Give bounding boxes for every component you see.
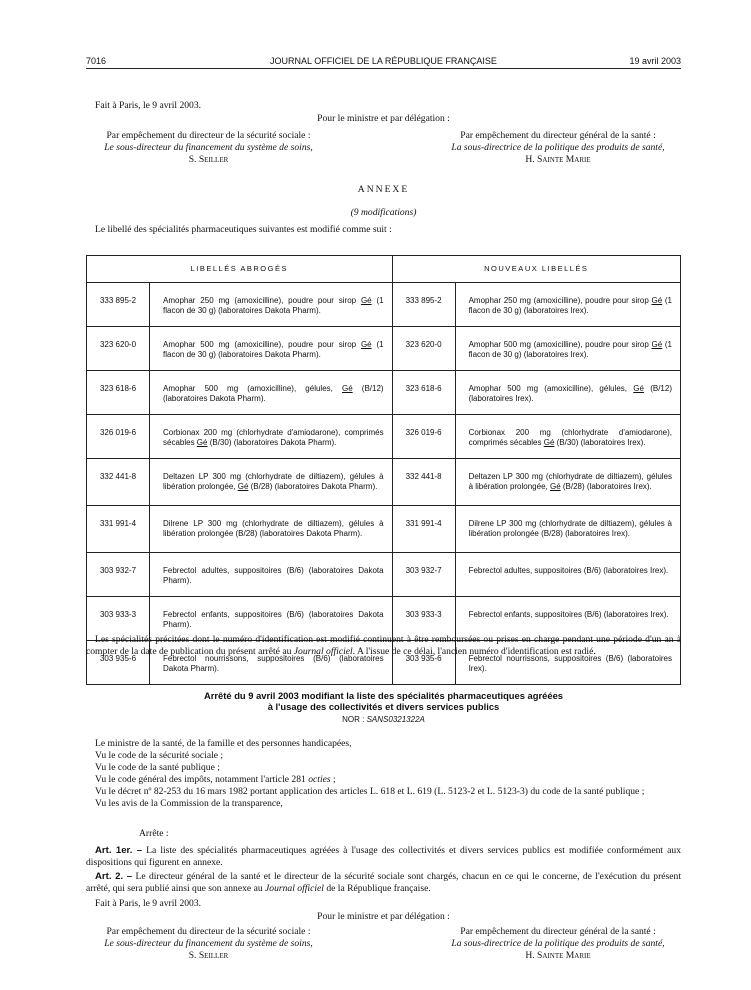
annex-title: ANNEXE bbox=[357, 184, 410, 195]
generic-marker: Gé bbox=[651, 296, 663, 305]
signatory-left-title: Par empêchement du directeur de la sécurité sociale : bbox=[106, 926, 311, 937]
nor-reference bbox=[86, 715, 681, 724]
generic-marker: Gé bbox=[633, 384, 644, 393]
header-rule bbox=[86, 68, 681, 69]
table-row bbox=[87, 327, 681, 371]
new-code-cell: 323 618-6 bbox=[392, 371, 455, 415]
signatory-left bbox=[86, 130, 331, 166]
signatory-right-role: La sous-directrice de la politique des produits de santé, bbox=[451, 142, 665, 153]
generic-marker: Gé bbox=[549, 482, 561, 491]
new-code-cell: 303 933-3 bbox=[392, 597, 455, 641]
visas-block bbox=[86, 738, 681, 810]
place-date: Fait à Paris, le 9 avril 2003. bbox=[95, 100, 202, 111]
signatory-left-bottom bbox=[86, 926, 331, 962]
issue-date: 19 avril 2003 bbox=[629, 56, 681, 66]
old-label-cell: Amophar 500 mg (amoxicilline), poudre pour sirop Gé (1 flacon de 30 g) (laboratoires Dakota Pharm). bbox=[150, 327, 393, 371]
new-label-cell: Dilrene LP 300 mg (chlorhydrate de diltiazem), gélules à libération prolongée (B/28) (laboratoires Irex). bbox=[455, 506, 680, 553]
old-code-cell: 303 932-7 bbox=[87, 553, 150, 597]
new-code-cell: 303 935-6 bbox=[392, 641, 455, 685]
generic-marker: Gé bbox=[237, 482, 249, 491]
footnote-journal: Journal officiel bbox=[293, 645, 353, 657]
delegation-line: Pour le ministre et par délégation : bbox=[317, 113, 450, 124]
table-row bbox=[87, 553, 681, 597]
journal-title: JOURNAL OFFICIEL DE LA RÉPUBLIQUE FRANÇAISE bbox=[270, 56, 497, 66]
old-label-cell: Amophar 500 mg (amoxicilline), gélules, Gé (B/12) (laboratoires Dakota Pharm). bbox=[150, 371, 393, 415]
column-header-new: NOUVEAUX LIBELLÉS bbox=[392, 256, 680, 283]
visa-line: Vu les avis de la Commission de la transparence, bbox=[95, 798, 283, 809]
generic-marker: Gé bbox=[651, 340, 663, 349]
signatory-right-name: H. Sainte Marie bbox=[525, 950, 591, 961]
annex-table bbox=[86, 255, 681, 685]
footnote-part1: Les spécialités précitées dont le numéro d'identification est modifié continuent à être remboursées ou prises en charge pendant une période d'un an à compter de la date de publication du présent arrêté au bbox=[86, 634, 681, 657]
old-code-cell: 303 933-3 bbox=[87, 597, 150, 641]
table-row bbox=[87, 371, 681, 415]
signatory-left-role: Le sous-directeur du financement du système de soins, bbox=[104, 938, 313, 949]
signatory-right-name: H. Sainte Marie bbox=[525, 154, 591, 165]
old-label-cell: Febrectol adultes, suppositoires (B/6) (laboratoires Dakota Pharm). bbox=[150, 553, 393, 597]
old-code-cell: 326 019-6 bbox=[87, 415, 150, 459]
article-2 bbox=[86, 871, 681, 895]
article-1-label: Art. 1er. – bbox=[95, 845, 143, 856]
old-label-cell: Corbionax 200 mg (chlorhydrate d'amiodarone), comprimés sécables Gé (B/30) (laboratoires Dakota Pharm). bbox=[150, 415, 393, 459]
footnote-part2: . A l'issue de ce délai, l'ancien numéro d'identification est radié. bbox=[352, 645, 596, 657]
generic-marker: Gé bbox=[196, 438, 208, 447]
signatory-right-role: La sous-directrice de la politique des produits de santé, bbox=[451, 938, 665, 949]
delegation-line-bottom: Pour le ministre et par délégation : bbox=[317, 911, 450, 922]
new-label-cell: Amophar 250 mg (amoxicilline), poudre pour sirop Gé (1 flacon de 30 g) (laboratoires Irex). bbox=[455, 283, 680, 327]
old-code-cell: 303 935-6 bbox=[87, 641, 150, 685]
signatory-left-role: Le sous-directeur du financement du système de soins, bbox=[104, 142, 313, 153]
generic-marker: Gé bbox=[342, 384, 353, 393]
signatory-left-name: S. Seiller bbox=[188, 154, 229, 165]
arrete-title-line2: à l'usage des collectivités et divers services publics bbox=[267, 701, 500, 712]
new-code-cell: 303 932-7 bbox=[392, 553, 455, 597]
old-code-cell: 323 620-0 bbox=[87, 327, 150, 371]
column-header-old: LIBELLÉS ABROGÉS bbox=[87, 256, 393, 283]
arrete-word: Arrête : bbox=[139, 828, 169, 839]
signatory-left-name: S. Seiller bbox=[188, 950, 229, 961]
page-number: 7016 bbox=[86, 56, 107, 66]
new-code-cell: 332 441-8 bbox=[392, 459, 455, 506]
new-label-cell: Corbionax 200 mg (chlorhydrate d'amiodarone), comprimés sécables Gé (B/30) (laboratoires Irex). bbox=[455, 415, 680, 459]
table-row bbox=[87, 415, 681, 459]
annex-footnote bbox=[86, 634, 681, 657]
table-row bbox=[87, 506, 681, 553]
table-row bbox=[87, 459, 681, 506]
visa-line: Vu le code de la santé publique ; bbox=[95, 762, 220, 773]
old-label-cell: Amophar 250 mg (amoxicilline), poudre pour sirop Gé (1 flacon de 30 g) (laboratoires Dakota Pharm). bbox=[150, 283, 393, 327]
annex-intro: Le libellé des spécialités pharmaceutiques suivantes est modifié comme suit : bbox=[95, 224, 392, 235]
generic-marker: Gé bbox=[360, 296, 372, 305]
new-label-cell: Deltazen LP 300 mg (chlorhydrate de diltiazem), gélules à libération prolongée, Gé (B/28) (laboratoires Irex). bbox=[455, 459, 680, 506]
new-label-cell: Febrectol adultes, suppositoires (B/6) (laboratoires Irex). bbox=[455, 553, 680, 597]
new-label-cell: Febrectol nourrissons, suppositoires (B/6) (laboratoires Irex). bbox=[455, 641, 680, 685]
nor-label: NOR : bbox=[342, 715, 365, 724]
arrete-title-line1: Arrêté du 9 avril 2003 modifiant la liste des spécialités pharmaceutiques agréées bbox=[203, 690, 563, 701]
new-label-cell: Amophar 500 mg (amoxicilline), poudre pour sirop Gé (1 flacon de 30 g) (laboratoires Irex). bbox=[455, 327, 680, 371]
old-code-cell: 332 441-8 bbox=[87, 459, 150, 506]
nor-value: SANS0321322A bbox=[366, 715, 425, 724]
old-code-cell: 323 618-6 bbox=[87, 371, 150, 415]
generic-marker: Gé bbox=[543, 438, 555, 447]
signatory-left-title: Par empêchement du directeur de la sécurité sociale : bbox=[106, 130, 311, 141]
signatory-right-title: Par empêchement du directeur général de la santé : bbox=[460, 130, 656, 141]
new-code-cell: 326 019-6 bbox=[392, 415, 455, 459]
article-1-text: La liste des spécialités pharmaceutiques agréées à l'usage des collectivités et divers services publics est modifiée conformément aux dispositions qui figurent en annexe. bbox=[86, 845, 681, 868]
visa-line: Vu le code général des impôts, notamment l'article 281 octies ; bbox=[95, 774, 336, 785]
table-row bbox=[87, 283, 681, 327]
signatory-right-title: Par empêchement du directeur général de la santé : bbox=[460, 926, 656, 937]
new-code-cell: 333 895-2 bbox=[392, 283, 455, 327]
new-label-cell: Febrectol enfants, suppositoires (B/6) (laboratoires Irex). bbox=[455, 597, 680, 641]
new-code-cell: 331 991-4 bbox=[392, 506, 455, 553]
place-date-bottom: Fait à Paris, le 9 avril 2003. bbox=[95, 898, 202, 909]
visa-line: Vu le code de la sécurité sociale ; bbox=[95, 750, 224, 761]
old-label-cell: Dilrene LP 300 mg (chlorhydrate de diltiazem), gélules à libération prolongée (B/28) (laboratoires Dakota Pharm). bbox=[150, 506, 393, 553]
visa-minister: Le ministre de la santé, de la famille et des personnes handicapées, bbox=[95, 738, 352, 749]
generic-marker: Gé bbox=[360, 340, 372, 349]
old-label-cell: Deltazen LP 300 mg (chlorhydrate de diltiazem), gélules à libération prolongée, Gé (B/28) (laboratoires Dakota Pharm). bbox=[150, 459, 393, 506]
old-code-cell: 333 895-2 bbox=[87, 283, 150, 327]
new-code-cell: 323 620-0 bbox=[392, 327, 455, 371]
old-label-cell: Febrectol enfants, suppositoires (B/6) (laboratoires Dakota Pharm). bbox=[150, 597, 393, 641]
article-2-label: Art. 2. – bbox=[95, 871, 133, 882]
annex-table-body bbox=[87, 283, 681, 685]
article-1 bbox=[86, 845, 681, 869]
visa-line: Vu le décret nº 82-253 du 16 mars 1982 portant application des articles L. 618 et L. 619 (L. 5123-2 et L. 5123-3) du code de la santé publique ; bbox=[95, 786, 645, 797]
arrete-title bbox=[86, 690, 681, 712]
old-code-cell: 331 991-4 bbox=[87, 506, 150, 553]
signatory-right bbox=[425, 130, 691, 166]
article-2-text: Le directeur général de la santé et le directeur de la sécurité sociale sont chargés, chacun en ce qui le concerne, de l'exécution du présent arrêté, qui sera publié ainsi que son annexe au Journal officiel de la République française. bbox=[86, 871, 681, 894]
new-label-cell: Amophar 500 mg (amoxicilline), gélules, Gé (B/12) (laboratoires Irex). bbox=[455, 371, 680, 415]
annex-subtitle: (9 modifications) bbox=[350, 207, 417, 218]
old-label-cell: Febrectol nourrissons, suppositoires (B/6) (laboratoires Dakota Pharm). bbox=[150, 641, 393, 685]
signatory-right-bottom bbox=[425, 926, 691, 962]
